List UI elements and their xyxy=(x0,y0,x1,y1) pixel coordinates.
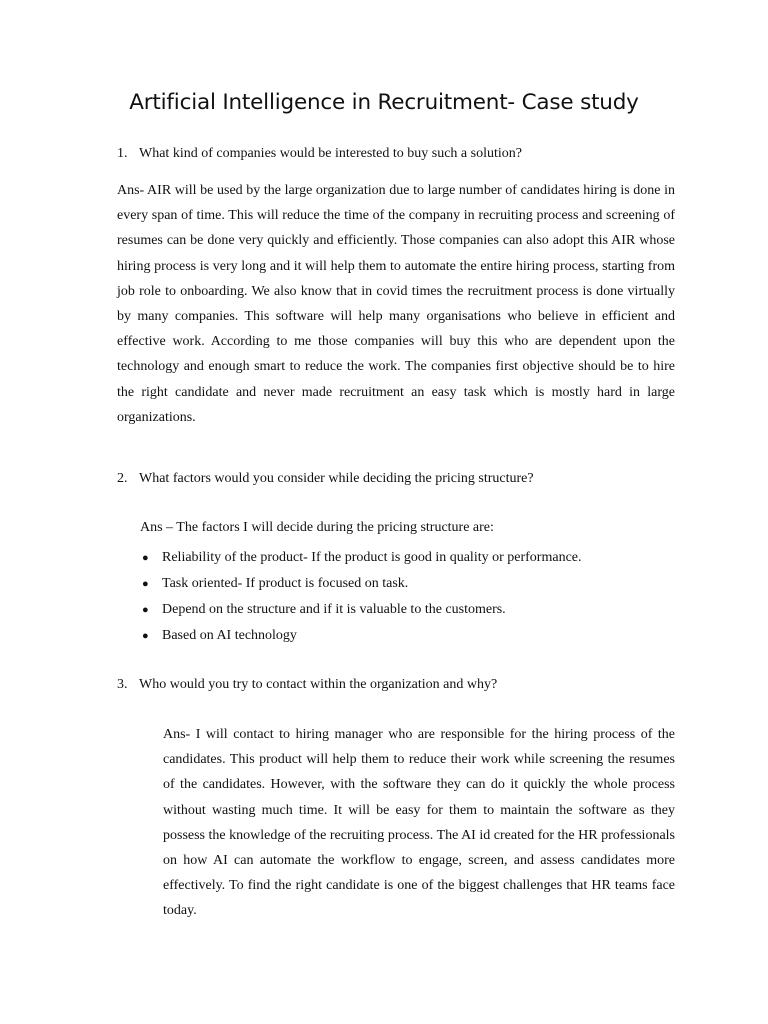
bullet-text: Task oriented- If product is focused on task. xyxy=(162,576,409,591)
question-3-text: Who would you try to contact within the organization and why? xyxy=(139,677,498,692)
bullet-item xyxy=(140,545,582,571)
bullet-item xyxy=(140,571,582,597)
question-2 xyxy=(117,470,534,488)
question-1-number: 1. xyxy=(117,146,128,161)
answer-2-bullet-list xyxy=(140,545,582,649)
bullet-text: Depend on the structure and if it is valuable to the customers. xyxy=(162,602,506,617)
bullet-text: Based on AI technology xyxy=(162,628,297,643)
answer-2-intro: Ans – The factors I will decide during the pricing structure are: xyxy=(140,520,494,535)
question-3-number: 3. xyxy=(117,677,128,692)
bullet-item xyxy=(140,623,582,649)
bullet-item xyxy=(140,597,582,623)
bullet-icon: ● xyxy=(142,630,149,642)
question-2-number: 2. xyxy=(117,471,128,486)
question-1-text: What kind of companies would be interested to buy such a solution? xyxy=(139,146,522,161)
document-title: Artificial Intelligence in Recruitment- Case study xyxy=(129,90,639,115)
question-1 xyxy=(117,145,522,163)
bullet-icon: ● xyxy=(142,552,149,564)
bullet-icon: ● xyxy=(142,604,149,616)
answer-3: Ans- I will contact to hiring manager who are responsible for the hiring process of the candidates. This product will help them to reduce their work while screening the resumes of the candidates. However, with the software they can do it quickly the whole process without wasting much time. It will be easy for them to maintain the software as they possess the knowledge of the recruiting process. The AI id created for the HR professionals on how AI can automate the workflow to engage, screen, and assess candidates more effectively. To find the right candidate is one of the biggest challenges that HR teams face today. xyxy=(163,727,675,919)
question-3 xyxy=(117,676,497,694)
bullet-text: Reliability of the product- If the product is good in quality or performance. xyxy=(162,550,582,565)
answer-1: Ans- AIR will be used by the large organization due to large number of candidates hiring is done in every span of time. This will reduce the time of the company in recruiting process and screening of resumes can be done very quickly and efficiently. Those companies can also adopt this AIR whose hiring process is very long and it will help them to automate the entire hiring process, starting from job role to onboarding. We also know that in covid times the recruitment process is done virtually by many companies. This software will help many organisations who believe in efficient and effective work. According to me those companies will buy this who are dependent upon the technology and enough smart to reduce the work. The companies first objective should be to hire the right candidate and never made recruitment an easy task which is mostly hard in large organizations. xyxy=(117,183,675,425)
bullet-icon: ● xyxy=(142,578,149,590)
question-2-text: What factors would you consider while deciding the pricing structure? xyxy=(139,471,534,486)
